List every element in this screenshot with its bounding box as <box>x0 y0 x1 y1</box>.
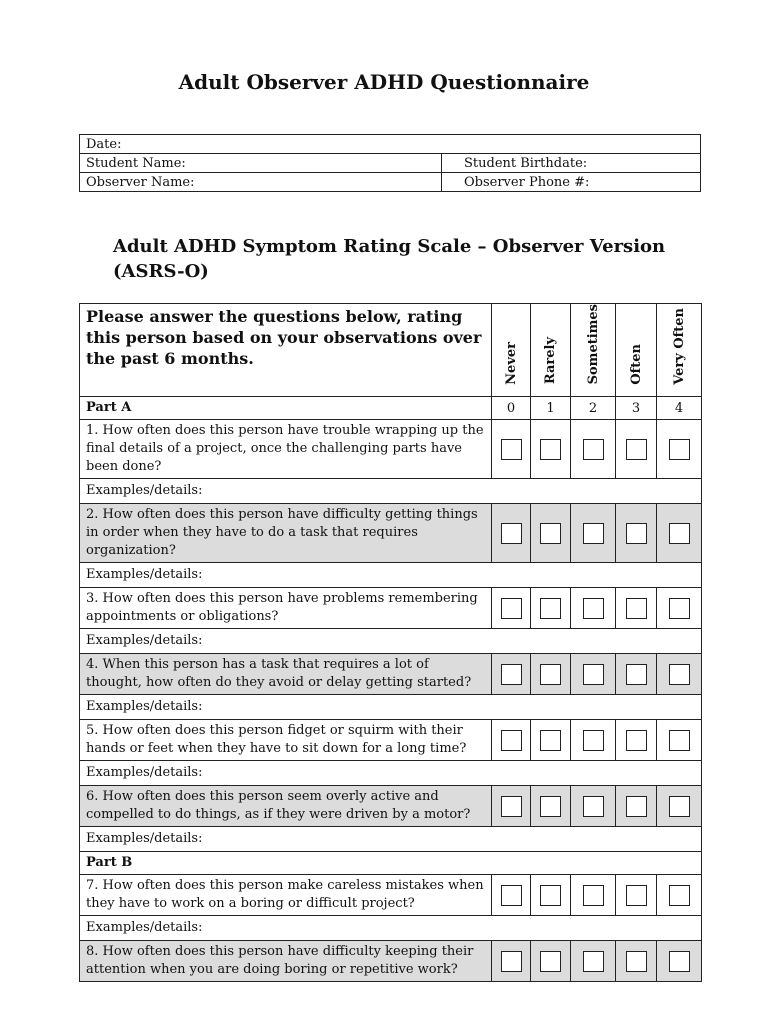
examples-field[interactable]: Examples/details: <box>80 827 702 852</box>
rating-cell <box>531 875 571 916</box>
part-b-label: Part B <box>80 852 702 875</box>
rating-cell <box>657 588 702 629</box>
scale-header-cell <box>492 304 531 397</box>
rating-checkbox[interactable] <box>626 439 647 460</box>
examples-field[interactable]: Examples/details: <box>80 479 702 504</box>
rating-cell <box>657 420 702 479</box>
rating-cell <box>616 420 657 479</box>
rating-checkbox[interactable] <box>540 796 561 817</box>
rating-checkbox[interactable] <box>501 664 522 685</box>
rating-checkbox[interactable] <box>583 885 604 906</box>
scale-label: Sometimes <box>585 304 601 385</box>
rating-checkbox[interactable] <box>626 523 647 544</box>
scale-label: Rarely <box>543 337 558 385</box>
question-text: 3. How often does this person have problems remembering appointments or obligations? <box>80 588 492 629</box>
instructions: Please answer the questions below, rating this person based on your observations over the past 6 months. <box>80 304 492 397</box>
examples-field[interactable]: Examples/details: <box>80 916 702 941</box>
rating-checkbox[interactable] <box>669 730 690 751</box>
scale-header-cell <box>571 304 616 397</box>
examples-row <box>80 479 702 504</box>
scale-value: 2 <box>571 397 616 420</box>
rating-checkbox[interactable] <box>669 664 690 685</box>
rating-cell <box>492 420 531 479</box>
rating-cell <box>492 504 531 563</box>
scale-value: 4 <box>657 397 702 420</box>
rating-cell <box>657 504 702 563</box>
scale-title <box>113 234 673 284</box>
rating-checkbox[interactable] <box>583 951 604 972</box>
rating-checkbox[interactable] <box>669 439 690 460</box>
question-row <box>80 588 702 629</box>
date-field[interactable]: Date: <box>80 135 701 154</box>
rating-checkbox[interactable] <box>626 598 647 619</box>
rating-checkbox[interactable] <box>583 523 604 544</box>
rating-checkbox[interactable] <box>501 439 522 460</box>
examples-row <box>80 761 702 786</box>
rating-cell <box>492 654 531 695</box>
rating-checkbox[interactable] <box>501 951 522 972</box>
question-row <box>80 875 702 916</box>
rating-checkbox[interactable] <box>626 730 647 751</box>
rating-checkbox[interactable] <box>501 730 522 751</box>
rating-cell <box>571 504 616 563</box>
rating-cell <box>531 504 571 563</box>
rating-checkbox[interactable] <box>540 730 561 751</box>
rating-cell <box>571 786 616 827</box>
rating-checkbox[interactable] <box>626 951 647 972</box>
rating-cell <box>492 941 531 982</box>
rating-checkbox[interactable] <box>583 439 604 460</box>
rating-cell <box>616 504 657 563</box>
scale-label: Never <box>503 341 519 385</box>
rating-cell <box>531 720 571 761</box>
examples-field[interactable]: Examples/details: <box>80 695 702 720</box>
rating-checkbox[interactable] <box>501 598 522 619</box>
rating-cell <box>531 420 571 479</box>
question-text: 5. How often does this person fidget or squirm with their hands or feet when they have to sit down for a long time? <box>80 720 492 761</box>
student-birthdate-field[interactable]: Student Birthdate: <box>442 154 701 173</box>
rating-cell <box>616 588 657 629</box>
rating-cell <box>531 941 571 982</box>
question-row <box>80 941 702 982</box>
rating-checkbox[interactable] <box>540 885 561 906</box>
examples-row <box>80 916 702 941</box>
rating-checkbox[interactable] <box>540 598 561 619</box>
rating-cell <box>616 786 657 827</box>
rating-checkbox[interactable] <box>669 951 690 972</box>
rating-cell <box>571 941 616 982</box>
question-row <box>80 720 702 761</box>
question-row <box>80 420 702 479</box>
rating-checkbox[interactable] <box>501 796 522 817</box>
part-a-label: Part A <box>80 397 492 420</box>
rating-checkbox[interactable] <box>669 598 690 619</box>
question-text: 6. How often does this person seem overly active and compelled to do things, as if they were driven by a motor? <box>80 786 492 827</box>
question-row <box>80 786 702 827</box>
rating-checkbox[interactable] <box>501 523 522 544</box>
rating-cell <box>657 875 702 916</box>
rating-cell <box>657 786 702 827</box>
rating-cell <box>657 654 702 695</box>
rating-cell <box>531 588 571 629</box>
examples-row <box>80 695 702 720</box>
question-text: 1. How often does this person have trouble wrapping up the final details of a project, once the challenging parts have been done? <box>80 420 492 479</box>
question-text: 8. How often does this person have difficulty keeping their attention when you are doing boring or repetitive work? <box>80 941 492 982</box>
student-name-field[interactable]: Student Name: <box>80 154 442 173</box>
scale-label: Often <box>628 343 644 385</box>
rating-cell <box>657 941 702 982</box>
rating-checkbox[interactable] <box>669 885 690 906</box>
examples-field[interactable]: Examples/details: <box>80 563 702 588</box>
rating-checkbox[interactable] <box>626 796 647 817</box>
question-text: 2. How often does this person have difficulty getting things in order when they have to do a task that requires organization? <box>80 504 492 563</box>
rating-cell <box>571 654 616 695</box>
rating-checkbox[interactable] <box>626 885 647 906</box>
scale-header-cell <box>657 304 702 397</box>
scale-header-cell <box>531 304 571 397</box>
scale-title-line1: Adult ADHD Symptom Rating Scale – Observer Version <box>113 236 666 257</box>
rating-cell <box>571 588 616 629</box>
question-text: 4. When this person has a task that requires a lot of thought, how often do they avoid or delay getting started? <box>80 654 492 695</box>
page-title: Adult Observer ADHD Questionnaire <box>178 70 590 94</box>
scale-value: 1 <box>531 397 571 420</box>
examples-row <box>80 629 702 654</box>
part-a-row <box>80 397 702 420</box>
rating-cell <box>616 720 657 761</box>
rating-cell <box>492 588 531 629</box>
rating-cell <box>616 941 657 982</box>
scale-title-line2: (ASRS-O) <box>113 261 209 282</box>
rating-checkbox[interactable] <box>540 439 561 460</box>
rating-header-row <box>80 304 702 397</box>
examples-field[interactable]: Examples/details: <box>80 761 702 786</box>
rating-checkbox[interactable] <box>540 523 561 544</box>
rating-checkbox[interactable] <box>583 730 604 751</box>
rating-cell <box>531 654 571 695</box>
scale-label: Very Often <box>671 307 687 385</box>
rating-checkbox[interactable] <box>669 523 690 544</box>
observer-name-field[interactable]: Observer Name: <box>80 173 442 192</box>
rating-cell <box>571 420 616 479</box>
question-row <box>80 654 702 695</box>
scale-header-cell <box>616 304 657 397</box>
info-table <box>79 134 701 192</box>
rating-cell <box>571 875 616 916</box>
rating-cell <box>616 654 657 695</box>
rating-table <box>79 303 702 982</box>
scale-value: 3 <box>616 397 657 420</box>
rating-checkbox[interactable] <box>626 664 647 685</box>
rating-cell <box>571 720 616 761</box>
rating-checkbox[interactable] <box>540 664 561 685</box>
rating-cell <box>531 786 571 827</box>
rating-cell <box>492 786 531 827</box>
examples-row <box>80 827 702 852</box>
rating-checkbox[interactable] <box>501 885 522 906</box>
examples-row <box>80 563 702 588</box>
rating-checkbox[interactable] <box>583 796 604 817</box>
scale-value: 0 <box>492 397 531 420</box>
rating-checkbox[interactable] <box>583 664 604 685</box>
rating-checkbox[interactable] <box>669 796 690 817</box>
rating-cell <box>657 720 702 761</box>
rating-cell <box>616 875 657 916</box>
part-b-row <box>80 852 702 875</box>
question-row <box>80 504 702 563</box>
question-text: 7. How often does this person make careless mistakes when they have to work on a boring or difficult project? <box>80 875 492 916</box>
rating-checkbox[interactable] <box>540 951 561 972</box>
observer-phone-field[interactable]: Observer Phone #: <box>442 173 701 192</box>
rating-cell <box>492 720 531 761</box>
rating-cell <box>492 875 531 916</box>
examples-field[interactable]: Examples/details: <box>80 629 702 654</box>
rating-checkbox[interactable] <box>583 598 604 619</box>
